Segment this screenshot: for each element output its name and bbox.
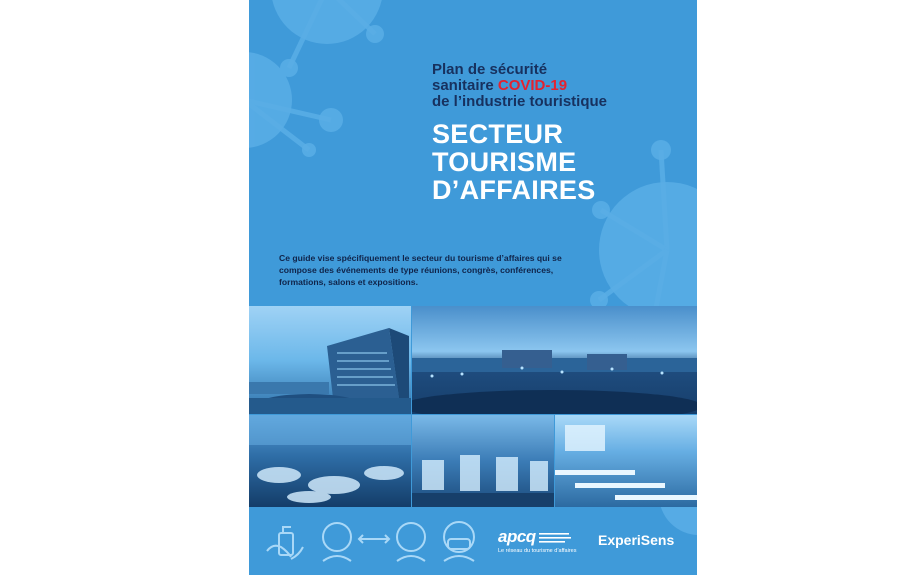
plan-heading [432, 62, 692, 110]
banquet-photo [249, 415, 411, 507]
plan-line-3: de l’industrie touristique [432, 93, 608, 110]
experisens-logo: ExperiSens [598, 532, 675, 548]
document-cover [249, 0, 697, 575]
hotel-photo [249, 306, 411, 414]
exhibition-hall-photo [412, 415, 554, 507]
cover-title [432, 120, 596, 204]
covid-highlight: COVID-19 [497, 77, 568, 94]
guide-description: Ce guide vise spécifiquement le secteur du tourisme d’affaires qui se compose des événements de type réunions, congrès, conférences, formations, salons et expositions. [279, 253, 562, 287]
hand-sanitizer-icon [261, 515, 309, 563]
title-line-3: D’AFFAIRES [432, 175, 596, 205]
title-line-2: TOURISME [432, 147, 577, 177]
plan-line-2-text: sanitaire [432, 77, 498, 94]
apcq-tagline: Le réseau du tourisme d’affaires [498, 548, 577, 554]
apcq-logo [498, 527, 576, 554]
footer-band [249, 507, 697, 575]
person-distance-icon [319, 515, 429, 563]
mask-person-icon [435, 515, 483, 563]
apcq-emblem-icon [539, 532, 573, 544]
meeting-room-photo [555, 415, 697, 507]
plan-line-1: Plan de sécurité [432, 61, 548, 78]
plan-line-2 [432, 78, 692, 94]
apcq-name: apcq [498, 527, 536, 546]
title-line-1: SECTEUR [432, 119, 564, 149]
city-night-photo [412, 306, 697, 414]
